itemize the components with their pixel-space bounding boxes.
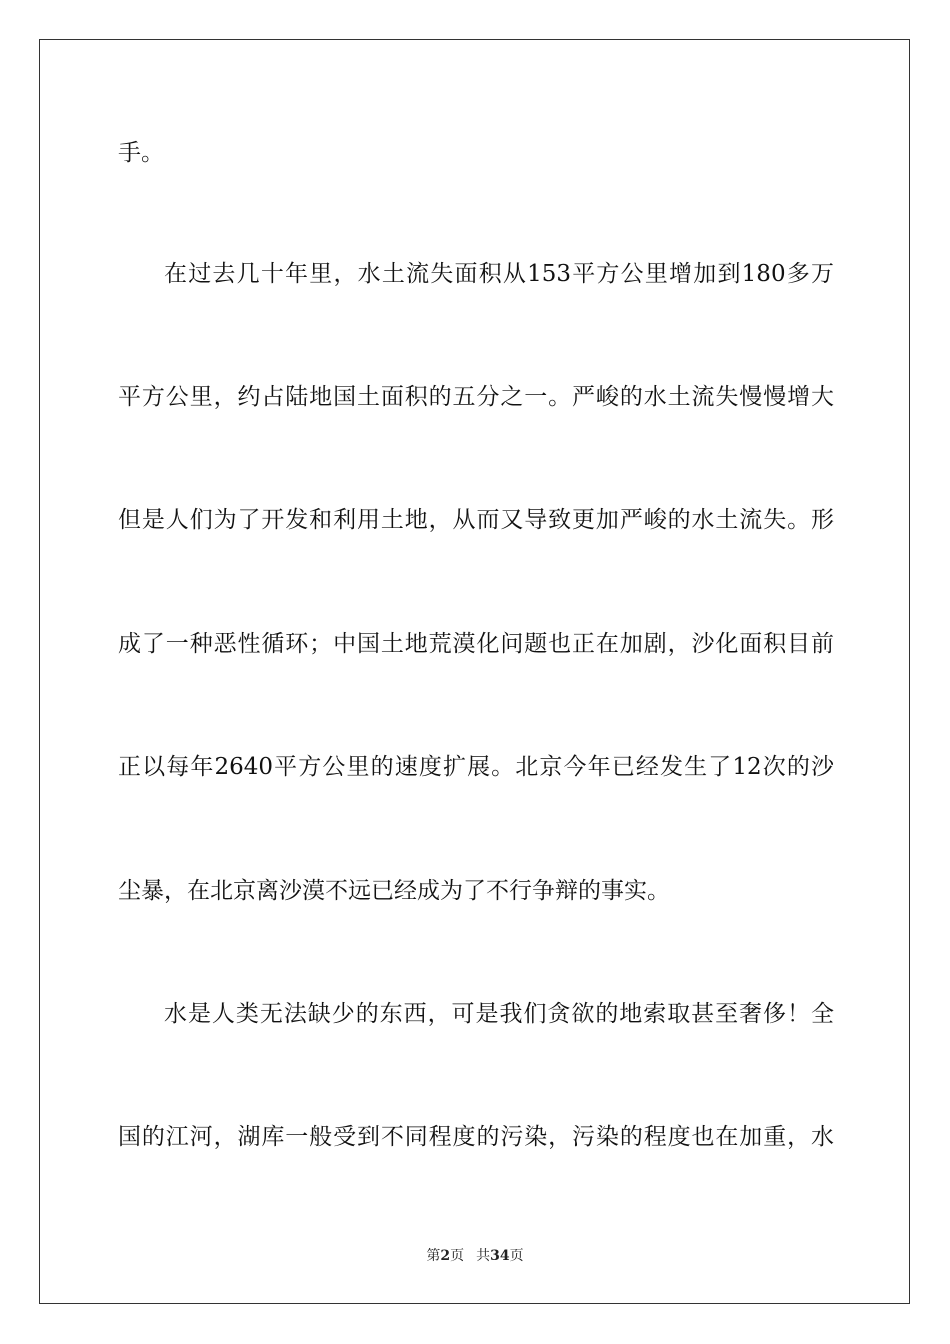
total-prefix: 共 [476, 1248, 491, 1264]
paragraph-2-line-3: 但是人们为了开发和利用土地，从而又导致更加严峻的水土流失。形 [118, 507, 834, 533]
paragraph-2-line-4: 成了一种恶性循环；中国土地荒漠化问题也正在加剧，沙化面积目前 [118, 631, 834, 657]
page-footer [0, 1247, 950, 1265]
total-pages: 34 [490, 1248, 510, 1264]
paragraph-3-line-2: 国的江河，湖库一般受到不同程度的污染，污染的程度也在加重，水 [118, 1124, 834, 1150]
total-suffix: 页 [509, 1248, 524, 1264]
text-line-1: 手。 [118, 140, 164, 166]
paragraph-2-line-5: 正以每年2640平方公里的速度扩展。北京今年已经发生了12次的沙 [118, 754, 834, 780]
page-number: 2 [440, 1248, 451, 1264]
paragraph-2-line-6: 尘暴，在北京离沙漠不远已经成为了不行争辩的事实。 [118, 878, 670, 904]
paragraph-3-line-1: 水是人类无法缺少的东西，可是我们贪欲的地索取甚至奢侈！全 [164, 1001, 834, 1027]
paragraph-2-line-1: 在过去几十年里，水土流失面积从153平方公里增加到180多万 [164, 261, 834, 287]
page-suffix: 页 [450, 1248, 465, 1264]
paragraph-2-line-2: 平方公里，约占陆地国土面积的五分之一。严峻的水土流失慢慢增大 [118, 384, 834, 410]
page-border [39, 39, 910, 1304]
page-prefix: 第 [426, 1248, 441, 1264]
